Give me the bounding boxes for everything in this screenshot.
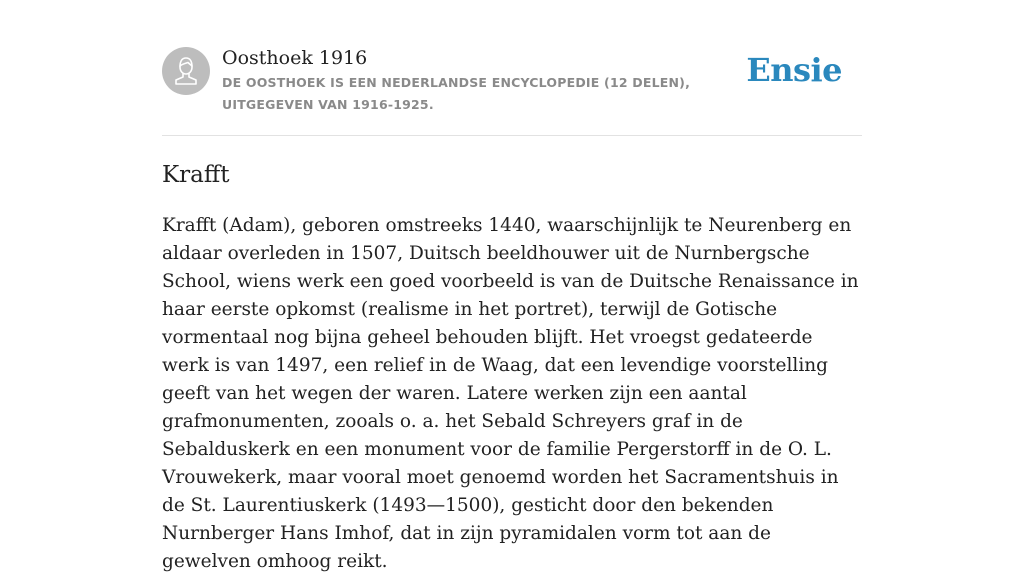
header-divider (162, 135, 862, 136)
user-icon[interactable] (162, 47, 210, 95)
page-title: Krafft (162, 162, 230, 188)
ensie-logo[interactable]: Ensie (746, 51, 842, 89)
source-name[interactable]: Oosthoek 1916 (222, 47, 368, 69)
article-body: Krafft (Adam), geboren omstreeks 1440, waarschijnlijk te Neurenberg en aldaar overleden in 1507, Duitsch beeldhouwer uit de Nurnbergsche School, wiens werk een goed voorbeeld is van de Duitsche Renaissance in haar eerste opkomst (realisme in het portret), terwijl de Gotische vormentaal nog bijna geheel behouden blijft. Het vroegst gedateerde werk is van 1497, een relief in de Waag, dat een levendige voorstelling geeft van het wegen der waren. Latere werken zijn een aantal grafmonumenten, zooals o. a. het Sebald Schreyers graf in de Sebalduskerk en een monument voor de familie Pergerstorff in de O. L. Vrouwekerk, maar vooral moet genoemd worden het Sacramentshuis in de St. Laurentiuskerk (1493—1500), gesticht door den bekenden Nurnberger Hans Imhof, dat in zijn pyramidalen vorm tot aan de gewelven omhoog reikt. (162, 215, 859, 572)
source-header (162, 44, 862, 136)
source-description: DE OOSTHOEK IS EEN NEDERLANDSE ENCYCLOPEDIE (12 DELEN), UITGEGEVEN VAN 1916-1925. (222, 75, 691, 112)
